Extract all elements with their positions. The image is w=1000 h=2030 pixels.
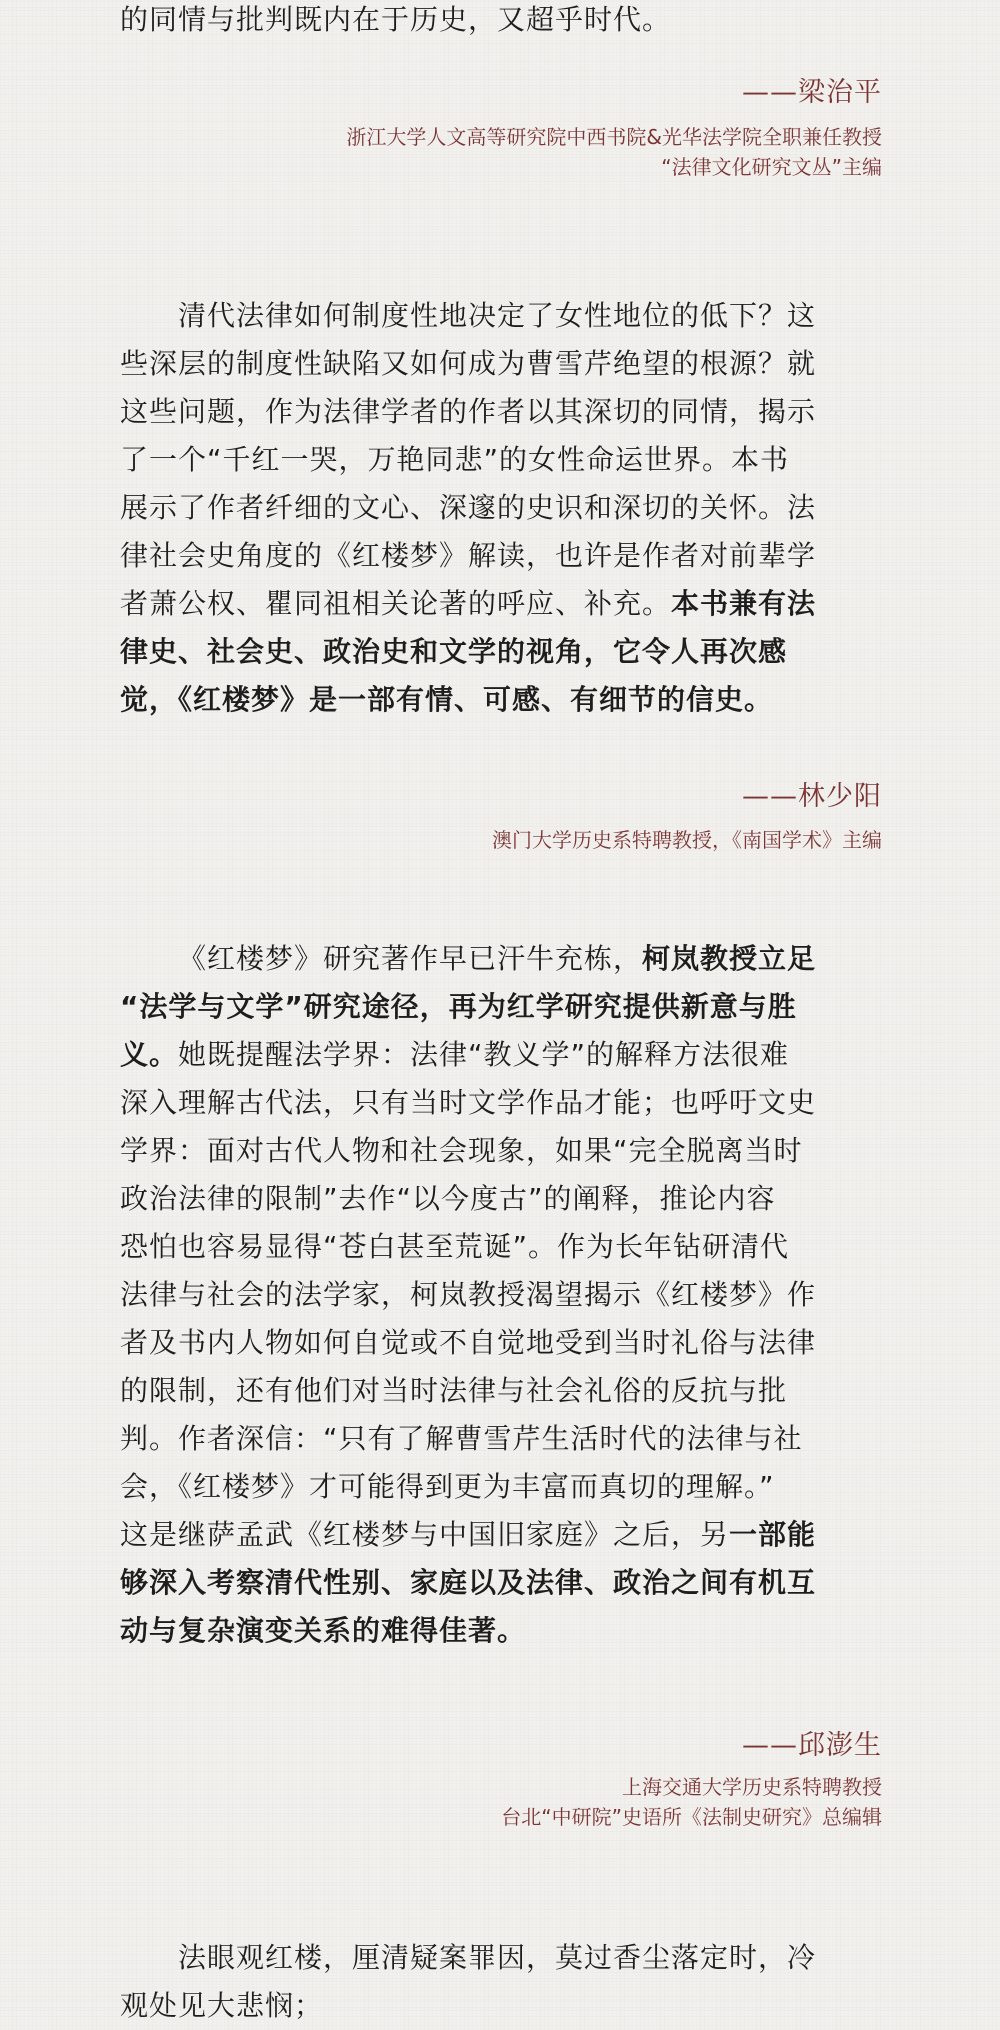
endorser-titles-liang	[346, 122, 882, 182]
bold-text-segment: 义。	[120, 1038, 179, 1071]
paragraph-line	[120, 983, 882, 1031]
endorsement-paragraph-qiu	[120, 935, 882, 1655]
text-segment: 者及书内人物如何自觉或不自觉地受到当时礼俗与法律	[120, 1326, 817, 1359]
paragraph-line	[120, 628, 882, 676]
paragraph-line	[120, 532, 882, 580]
endorsement-paragraph-liang	[120, 0, 882, 44]
paragraph-line	[120, 340, 882, 388]
text-segment: 者萧公权、瞿同祖相关论著的呼应、补充。	[120, 587, 672, 620]
endorsement-paragraph-next	[120, 1934, 882, 2030]
endorser-title-line: 上海交通大学历史系特聘教授	[622, 1775, 882, 1799]
bold-text-segment: 觉，《红楼梦》是一部有情、可感、有细节的信史。	[120, 683, 774, 716]
text-segment: 些深层的制度性缺陷又如何成为曹雪芹绝望的根源？就	[120, 347, 817, 380]
bold-text-segment: 够深入考察清代性别、家庭以及法律、政治之间有机互	[120, 1566, 817, 1599]
text-segment: 清代法律如何制度性地决定了女性地位的低下？这	[178, 299, 817, 332]
paragraph-line	[120, 436, 882, 484]
paragraph-line	[120, 292, 882, 340]
paragraph-line	[120, 1511, 882, 1559]
endorsement-paragraph-lin	[120, 292, 882, 724]
text-segment: 《红楼梦》研究著作早已汗牛充栋，	[178, 942, 643, 975]
paragraph-line	[120, 1271, 882, 1319]
paragraph-line	[120, 1607, 882, 1655]
text-segment: 深入理解古代法，只有当时文学作品才能；也呼吁文史	[120, 1086, 817, 1119]
paragraph-line	[120, 1463, 882, 1511]
endorser-title-line: 台北“中研院”史语所《法制史研究》总编辑	[501, 1805, 882, 1829]
endorser-name-qiu: ——邱澎生	[742, 1730, 882, 1761]
endorser-name-liang: ——梁治平	[742, 77, 882, 108]
text-segment: 的限制，还有他们对当时法律与社会礼俗的反抗与批	[120, 1374, 788, 1407]
text-segment: 了一个“千红一哭，万艳同悲”的女性命运世界。本书	[120, 443, 790, 476]
endorser-title-line: 浙江大学人文高等研究院中西书院&光华法学院全职兼任教授	[346, 125, 882, 149]
paragraph-line	[120, 1127, 882, 1175]
paragraph-line	[120, 1175, 882, 1223]
text-segment: 律社会史角度的《红楼梦》解读，也许是作者对前辈学	[120, 539, 817, 572]
text-segment: 判。作者深信：“只有了解曹雪芹生活时代的法律与社	[120, 1422, 803, 1455]
bold-text-segment: 律史、社会史、政治史和文学的视角，它令人再次感	[120, 635, 788, 668]
text-segment: 观处见大悲悯；	[120, 1989, 324, 2022]
paragraph-line	[120, 1415, 882, 1463]
bold-text-segment: 动与复杂演变关系的难得佳著。	[120, 1614, 527, 1647]
paragraph-line	[120, 676, 882, 724]
bold-text-segment: 一部能	[729, 1518, 817, 1551]
endorser-title-line: “法律文化研究文丛”主编	[661, 155, 882, 179]
text-segment: 法眼观红楼，厘清疑案罪因，莫过香尘落定时，冷	[178, 1941, 817, 1974]
paragraph-line	[120, 1934, 882, 1982]
text-segment: 这是继萨孟武《红楼梦与中国旧家庭》之后，另	[120, 1518, 730, 1551]
paragraph-line	[120, 1559, 882, 1607]
bold-text-segment: 本书兼有法	[671, 587, 817, 620]
paragraph-line	[120, 1079, 882, 1127]
text-segment: 的同情与批判既内在于历史，又超乎时代。	[120, 3, 672, 36]
paragraph-line	[120, 1031, 882, 1079]
paragraph-line	[120, 935, 882, 983]
text-segment: 法律与社会的法学家，柯岚教授渴望揭示《红楼梦》作	[120, 1278, 817, 1311]
paragraph-line	[120, 388, 882, 436]
text-segment: 这些问题，作为法律学者的作者以其深切的同情，揭示	[120, 395, 817, 428]
paragraph-line	[120, 1223, 882, 1271]
endorser-title-line: 澳门大学历史系特聘教授，《南国学术》主编	[492, 828, 882, 852]
paragraph-line	[120, 0, 882, 44]
endorser-titles-lin	[492, 825, 882, 855]
text-segment: 展示了作者纤细的文心、深邃的史识和深切的关怀。法	[120, 491, 817, 524]
paragraph-line	[120, 1982, 882, 2030]
text-segment: 她既提醒法学界：法律“教义学”的解释方法很难	[178, 1038, 790, 1071]
text-segment: 政治法律的限制”去作“以今度古”的阐释，推论内容	[120, 1182, 776, 1215]
text-segment: 学界：面对古代人物和社会现象，如果“完全脱离当时	[120, 1134, 803, 1167]
text-segment: 恐怕也容易显得“苍白甚至荒诞”。作为长年钻研清代	[120, 1230, 790, 1263]
paragraph-line	[120, 484, 882, 532]
paragraph-line	[120, 580, 882, 628]
bold-text-segment: “法学与文学”研究途径，再为红学研究提供新意与胜	[120, 990, 797, 1023]
paragraph-line	[120, 1319, 882, 1367]
bold-text-segment: 柯岚教授立足	[642, 942, 817, 975]
text-segment: 会，《红楼梦》才可能得到更为丰富而真切的理解。”	[120, 1470, 775, 1503]
endorser-name-lin: ——林少阳	[742, 781, 882, 812]
endorser-titles-qiu	[501, 1772, 882, 1832]
paragraph-line	[120, 1367, 882, 1415]
